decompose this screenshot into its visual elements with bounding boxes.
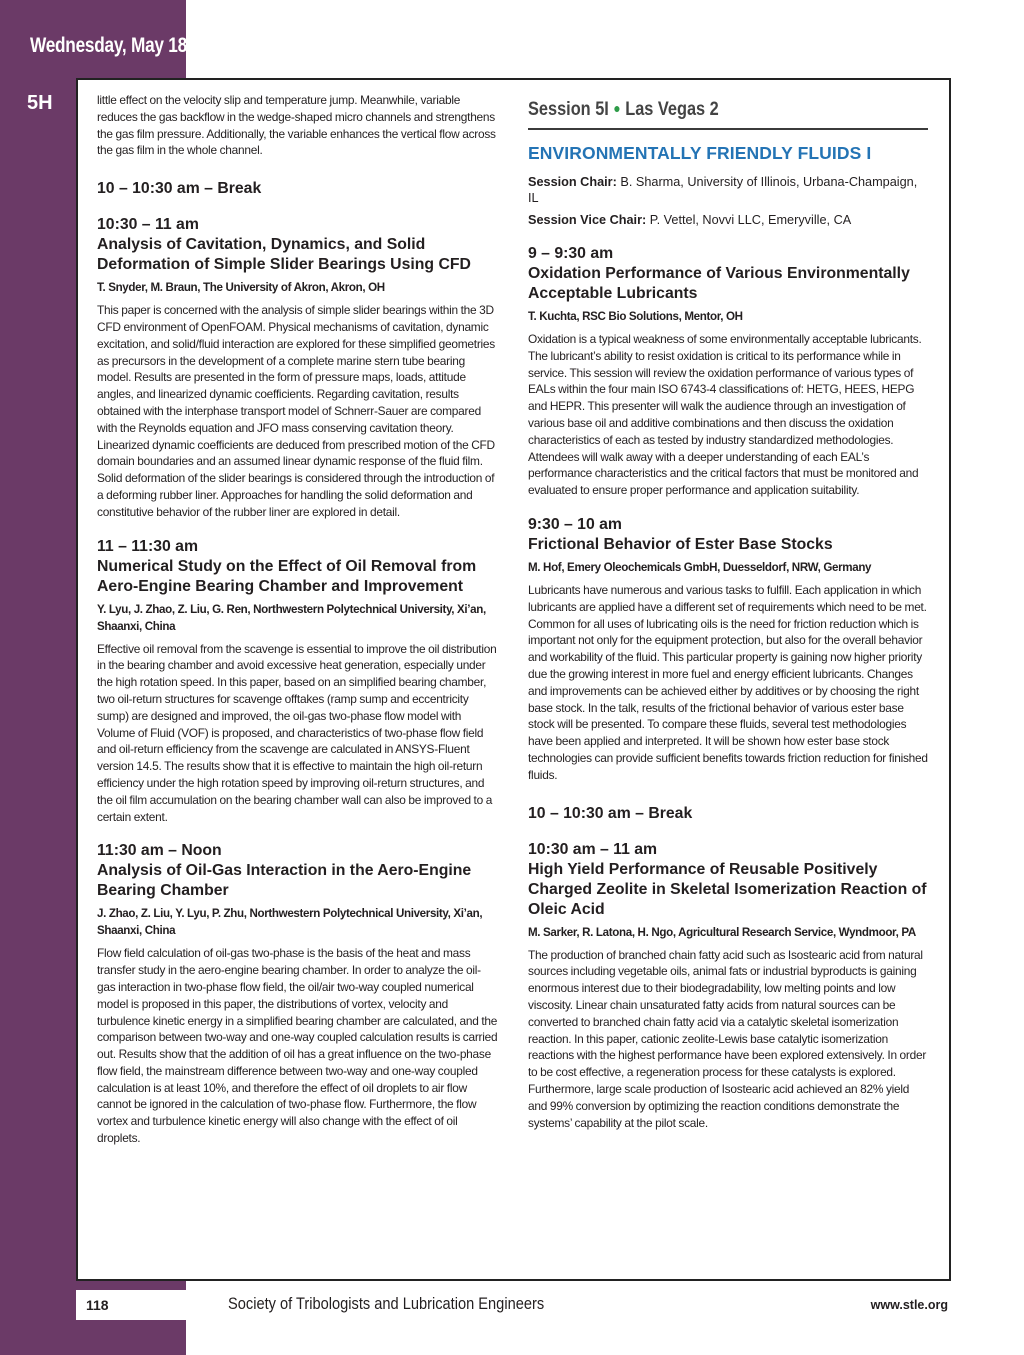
break-heading: 10 – 10:30 am – Break (97, 180, 262, 198)
page-footer (0, 1290, 1024, 1320)
left-column (97, 92, 499, 1147)
session-divider (528, 128, 928, 130)
talk-entry (528, 840, 928, 1132)
session-room: Las Vegas 2 (625, 99, 719, 120)
talk-authors: Y. Lyu, J. Zhao, Z. Liu, G. Ren, Northwestern Polytechnical University, Xi’an, Shaanxi, China (97, 602, 486, 633)
talk-time: 10:30 am – 11 am (528, 840, 658, 858)
track-title: ENVIRONMENTALLY FRIENDLY FLUIDS I (528, 143, 872, 163)
talk-time: 11:30 am – Noon (97, 842, 222, 860)
talk-entry (528, 515, 928, 784)
right-column (528, 92, 928, 1131)
talk-authors: T. Snyder, M. Braun, The University of Akron, Akron, OH (97, 281, 385, 295)
session-bullet-icon: ● (613, 100, 621, 116)
session-label: Session 5I (528, 99, 609, 120)
session-heading (528, 98, 872, 122)
talk-authors: M. Hof, Emery Oleochemicals GmbH, Duesseldorf, NRW, Germany (528, 560, 872, 574)
continued-abstract: little effect on the velocity slip and temperature jump. Meanwhile, variable reduces the gas backflow in the wedge-shaped micro channels and strengthens the gas film pressure. Additionally, the variable enhances the vertical flow across the gas film in the whole channel. (97, 93, 496, 158)
talk-title: High Yield Performance of Reusable Positively Charged Zeolite in Skeletal Isomerization Reaction of Oleic Acid (528, 860, 927, 918)
talk-time: 9:30 – 10 am (528, 515, 622, 533)
page-number: 118 (76, 1290, 186, 1320)
break-heading: 10 – 10:30 am – Break (528, 804, 693, 822)
talk-abstract: The production of branched chain fatty acid such as Isostearic acid from natural sources including vegetable oils, animal fats or industrial byproducts is gaining enormous interest due to their biodegradability, low melting points and low viscosity. Linear chain unsaturated fatty acids from natural sources can be converted to branched chain fatty acid via a catalytic skeletal isomerization reaction. In this paper, cationic zeolite-Lewis base catalytic isomerization reactions with the highest performance have been explored extensively. In order to be cost effective, a regeneration process for these catalysts is explored. Furthermore, large scale production of Isostearic acid achieved an 82% yield and 99% conversion by optimizing the reaction conditions demonstrate the systems’ capability at the pilot scale. (528, 947, 927, 1130)
talk-time: 11 – 11:30 am (97, 537, 199, 555)
day-heading: Wednesday, May 18 (30, 34, 187, 57)
session-chair (528, 174, 928, 206)
footer-organization: Society of Tribologists and Lubrication Engineers (228, 1294, 545, 1313)
chair-value: B. Sharma, University of Illinois, Urbana-Champaign, IL (528, 175, 918, 205)
talk-entry (97, 215, 499, 520)
talk-abstract: Lubricants have numerous and various tasks to fulfill. Each application in which lubricants are applied have a different set of requirements which need to be met. Common for all uses of lubricating oils is the need for friction reduction which is important not only for the equipment protection, but also for the overall behavior and workability of the fluid. This particular property is gaining now higher priority due the growing interest in more fuel and energy efficient lubricants. Changes and improvements can be achieved either by additives or by choosing the right base stock. In the talk, results of the frictional behavior of various ester base stock will be presented. To compare these fluids, several test methodologies have been applied and interpreted. It will be shown how ester base stock technologies can provide sufficient benefits towards friction reduction for finished fluids. (528, 582, 928, 782)
talk-abstract: Flow field calculation of oil-gas two-phase is the basis of the heat and mass transfer study in the aero-engine bearing chamber. In order to analyze the oil-gas interaction in two-phase flow field, the oil/air two-way coupled numerical model is proposed in this paper, the distributions of vortex, velocity and turbulence kinetic energy in a simplified bearing chamber are calculated, and the comparison between two-way and one-way coupled calculation results is carried out. Results show that the addition of oil has a great influence on the two-phase flow field, the mainstream difference between two-way and one-way coupled calculation is at least 10%, and therefore the effect of oil droplets to air flow cannot be ignored in the calculation of two-phase flow. Furthermore, the flow vortex and turbulence kinetic energy will also change with the effect of oil droplets. (97, 946, 498, 1146)
talk-time: 10:30 – 11 am (97, 216, 199, 234)
talk-title: Frictional Behavior of Ester Base Stocks (528, 535, 833, 553)
talk-title: Numerical Study on the Effect of Oil Removal from Aero-Engine Bearing Chamber and Improvement (97, 557, 477, 595)
talk-title: Analysis of Oil-Gas Interaction in the Aero-Engine Bearing Chamber (97, 862, 472, 900)
talk-abstract: Oxidation is a typical weakness of some environmentally acceptable lubricants. The lubricant’s ability to resist oxidation is critical to its performance while in service. This session will review the oxidation performance of various types of EALs within the four main ISO 6743-4 classifications of: HETG, HEES, HEPG and HEPR. This presenter will walk the audience through an investigation of various base oil and additive combinations and then discuss the oxidation characteristics of each as tested by industry standardized methodologies. Attendees will walk away with a deeper understanding of each EAL’s performance characteristics and the critical factors that must be monitored and evaluated to ensure proper performance and application suitability. (528, 332, 922, 498)
vice-chair-label: Session Vice Chair: (528, 213, 647, 227)
talk-authors: T. Kuchta, RSC Bio Solutions, Mentor, OH (528, 310, 743, 323)
talk-authors: M. Sarker, R. Latona, H. Ngo, Agricultural Research Service, Wyndmoor, PA (528, 925, 916, 939)
talk-abstract: This paper is concerned with the analysis of simple slider bearings within the 3D CFD environment of OpenFOAM. Physical mechanisms of cavitation, dynamic excitation, and solid/fluid interaction are explored for these simplified geometries as precursors in the development of a complete marine stern tube bearing model. Results are presented in the form of pressure maps, loads, attitude angles, and linearized dynamic coefficients. Regarding cavitation, results obtained with the interphase transport model of Schnerr-Sauer are compared with the Reynolds equation and JFO mass conserving cavitation theory. Linearized dynamic coefficients are deduced from prescribed motion of the CFD domain boundaries and an assumed linear dynamic response of the fluid film. Solid deformation of the slider bearings is considered through the introduction of a deforming rubber liner. Approaches for handling the solid deformation and constitutive behavior of the rubber liner are explored in detail. (97, 303, 495, 519)
talk-time: 9 – 9:30 am (528, 245, 614, 262)
chair-label: Session Chair: (528, 175, 617, 189)
talk-entry (97, 537, 499, 826)
talk-authors: J. Zhao, Z. Liu, Y. Lyu, P. Zhu, Northwestern Polytechnical University, Xi’an, Shaanxi, China (97, 907, 483, 938)
footer-url[interactable]: www.stle.org (870, 1298, 948, 1312)
section-tab: 5H (27, 92, 53, 114)
talk-entry (528, 244, 928, 499)
talk-title: Analysis of Cavitation, Dynamics, and Solid Deformation of Simple Slider Bearings Using CFD (97, 236, 471, 274)
talk-entry (97, 841, 499, 1147)
talk-title: Oxidation Performance of Various Environmentally Acceptable Lubricants (528, 265, 910, 302)
vice-chair-value: P. Vettel, Novvi LLC, Emeryville, CA (649, 213, 852, 227)
talk-abstract: Effective oil removal from the scavenge is essential to improve the oil distribution in the bearing chamber and avoid excessive heat generation, especially under the high rotation speed. In this paper, based on an simplified bearing chamber, two oil-return structures for scavenge offtakes (ramp sump and eccentricity sump) are designed and improved, the oil-gas two-phase flow model with Volume of Fluid (VOF) is proposed, and characteristics of two-phase flow field and oil-return efficiency from the scavenge are calculated in ANSYS-Fluent version 14.5. The results show that it is effective to maintain the high oil-return efficiency under the high rotation speed by improving oil-return structures, and the oil film accumulation on the bearing chamber wall can also be improved to a certain extent. (97, 641, 497, 824)
session-vice-chair (528, 212, 928, 228)
